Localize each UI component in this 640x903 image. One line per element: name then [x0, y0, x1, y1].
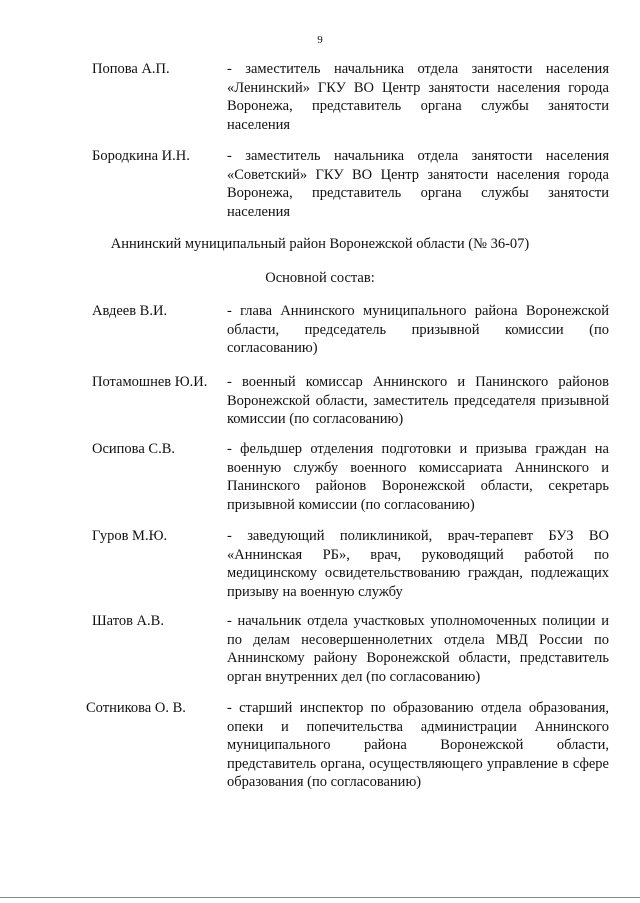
member-name: Попова А.П.: [92, 61, 170, 77]
member-description: - заведующий поликлиникой, врач-терапевт БУЗ ВО «Аннинская РБ», врач, руководящий работой по медицинскому освидетельствованию граждан, подлежащих призыву на военную службу: [227, 528, 609, 600]
page-bottom-edge: [0, 897, 640, 898]
member-description: - старший инспектор по образованию отдела образования, опеки и попечительства администрации Аннинского муниципального района Воронежской области, представитель органа, осуществляющего управление в сфере образования (по согласованию): [227, 700, 609, 790]
member-name: Потамошнев Ю.И.: [92, 374, 208, 390]
member-name: Шатов А.В.: [92, 613, 164, 629]
member-description: - начальник отдела участковых уполномоченных полиции и по делам несовершеннолетних отдела МВД России по Аннинскому району Воронежской области, представитель орган внутренних дел (по согласованию): [227, 613, 609, 685]
member-name: Осипова С.В.: [92, 441, 175, 457]
composition-heading: Основной состав:: [265, 270, 375, 286]
member-name: Гуров М.Ю.: [92, 528, 168, 544]
member-description: - фельдшер отделения подготовки и призыва граждан на военную службу военного комиссариата Аннинского и Панинского районов Воронежской области, секретарь призывной комиссии (по согласованию): [227, 441, 609, 513]
member-description: - заместитель начальника отдела занятости населения «Ленинский» ГКУ ВО Центр занятости населения города Воронежа, представитель органа службы занятости населения: [227, 61, 609, 133]
member-description: - глава Аннинского муниципального района Воронежской области, председатель призывной комиссии (по согласованию): [227, 303, 609, 356]
page-number: 9: [317, 34, 323, 46]
member-name: Сотникова О. В.: [86, 700, 186, 716]
member-name: Авдеев В.И.: [92, 303, 168, 319]
district-heading: Аннинский муниципальный район Воронежской области (№ 36-07): [110, 236, 530, 252]
member-name: Бородкина И.Н.: [92, 148, 190, 164]
member-description: - военный комиссар Аннинского и Панинского районов Воронежской области, заместитель председателя призывной комиссии (по согласованию): [227, 374, 609, 427]
member-description: - заместитель начальника отдела занятости населения «Советский» ГКУ ВО Центр занятости населения города Воронежа, представитель органа службы занятости населения: [227, 148, 609, 220]
